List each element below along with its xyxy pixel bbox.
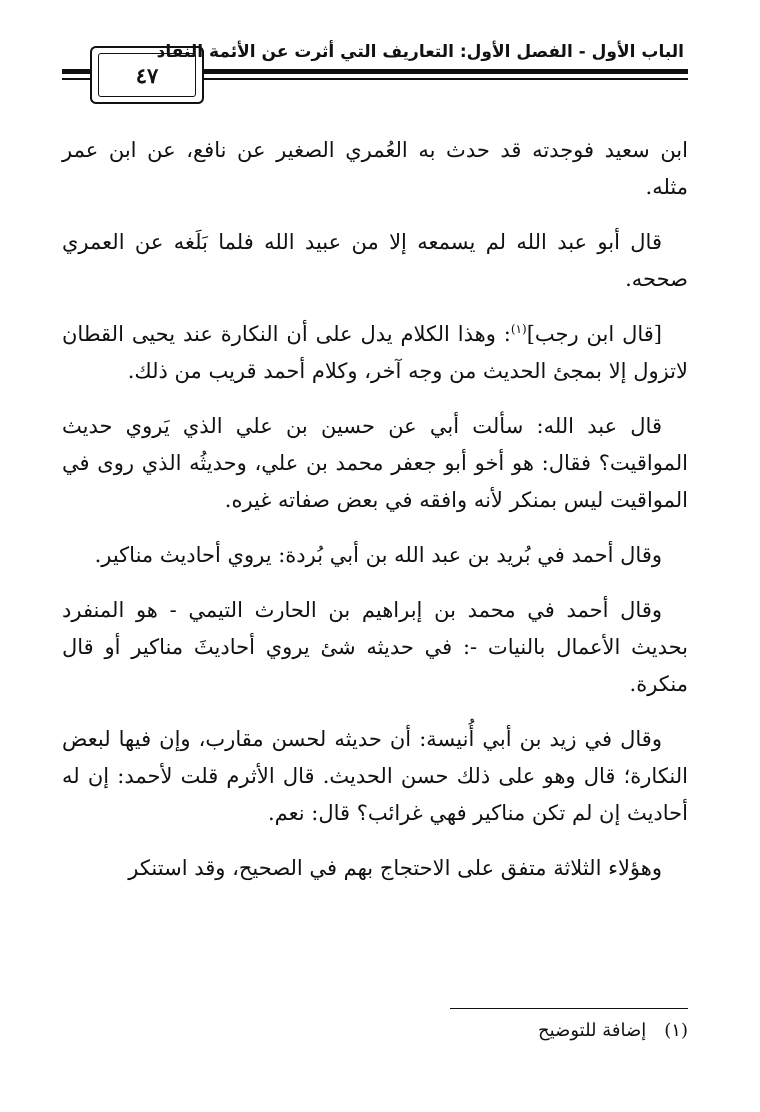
paragraph	[62, 850, 688, 887]
paragraph-text: قال أبو عبد الله لم يسمعه إلا من عبيد الله فلما بَلَغه عن العمري صححه.	[62, 230, 688, 291]
header-rule-thin	[204, 78, 688, 80]
header-rule-left-thick	[62, 69, 90, 74]
paragraph	[62, 721, 688, 832]
paragraph	[62, 224, 688, 298]
body-text	[62, 132, 688, 905]
paragraph-text: : وهذا الكلام يدل على أن النكارة عند يحيى القطان لاتزول إلا بمجئ الحديث من وجه آخر، وكلام أحمد قريب من ذلك.	[62, 322, 688, 383]
paragraph-text: وقال في زيد بن أبي أُنيسة: أن حديثه لحسن مقارب، وإن فيها لبعض النكارة؛ قال وهو على ذلك حسن الحديث. قال الأثرم قلت لأحمد: إن له أحاديث إن لم تكن مناكير فهي غرائب؟ قال: نعم.	[62, 727, 688, 825]
paragraph	[62, 537, 688, 574]
footnote-text: إضافة للتوضيح	[538, 1020, 647, 1041]
paragraph-text: وقال أحمد في بُريد بن عبد الله بن أبي بُردة: يروي أحاديث مناكير.	[94, 543, 662, 567]
page-header	[62, 40, 688, 110]
running-header-title: الباب الأول - الفصل الأول: التعاريف التي أثرت عن الأئمة النقاد	[156, 42, 684, 62]
header-rule-thick	[204, 69, 688, 74]
paragraph-text: قال عبد الله: سألت أبي عن حسين بن علي الذي يَروي حديث المواقيت؟ فقال: هو أخو أبو جعفر محمد بن علي، وحديثُه الذي روى في المواقيت ليس بمنكر لأنه وافقه في بعض صفاته غيره.	[62, 414, 688, 512]
paragraph-text: وقال أحمد في محمد بن إبراهيم بن الحارث التيمي - هو المنفرد بحديث الأعمال بالنيات -: في حديثه شئ يروي أحاديثَ مناكير أو قال منكرة.	[62, 598, 688, 696]
citation-label: [قال ابن رجب]	[526, 322, 663, 346]
paragraph	[62, 592, 688, 703]
footnote	[388, 1016, 688, 1046]
paragraph	[62, 408, 688, 519]
page-number: ٤٧	[98, 53, 196, 97]
paragraph: ابن سعيد فوجدته قد حدث به العُمري الصغير عن نافع، عن ابن عمر مثله.	[62, 138, 688, 199]
footnote-number: (١)	[664, 1020, 688, 1041]
paragraph	[62, 316, 688, 390]
footnote-ref[interactable]: (١)	[510, 322, 527, 336]
header-rule-left-thin	[62, 78, 90, 80]
footnote-separator	[450, 1008, 688, 1009]
paragraph-text: وهؤلاء الثلاثة متفق على الاحتجاج بهم في الصحيح، وقد استنكر	[128, 856, 662, 880]
